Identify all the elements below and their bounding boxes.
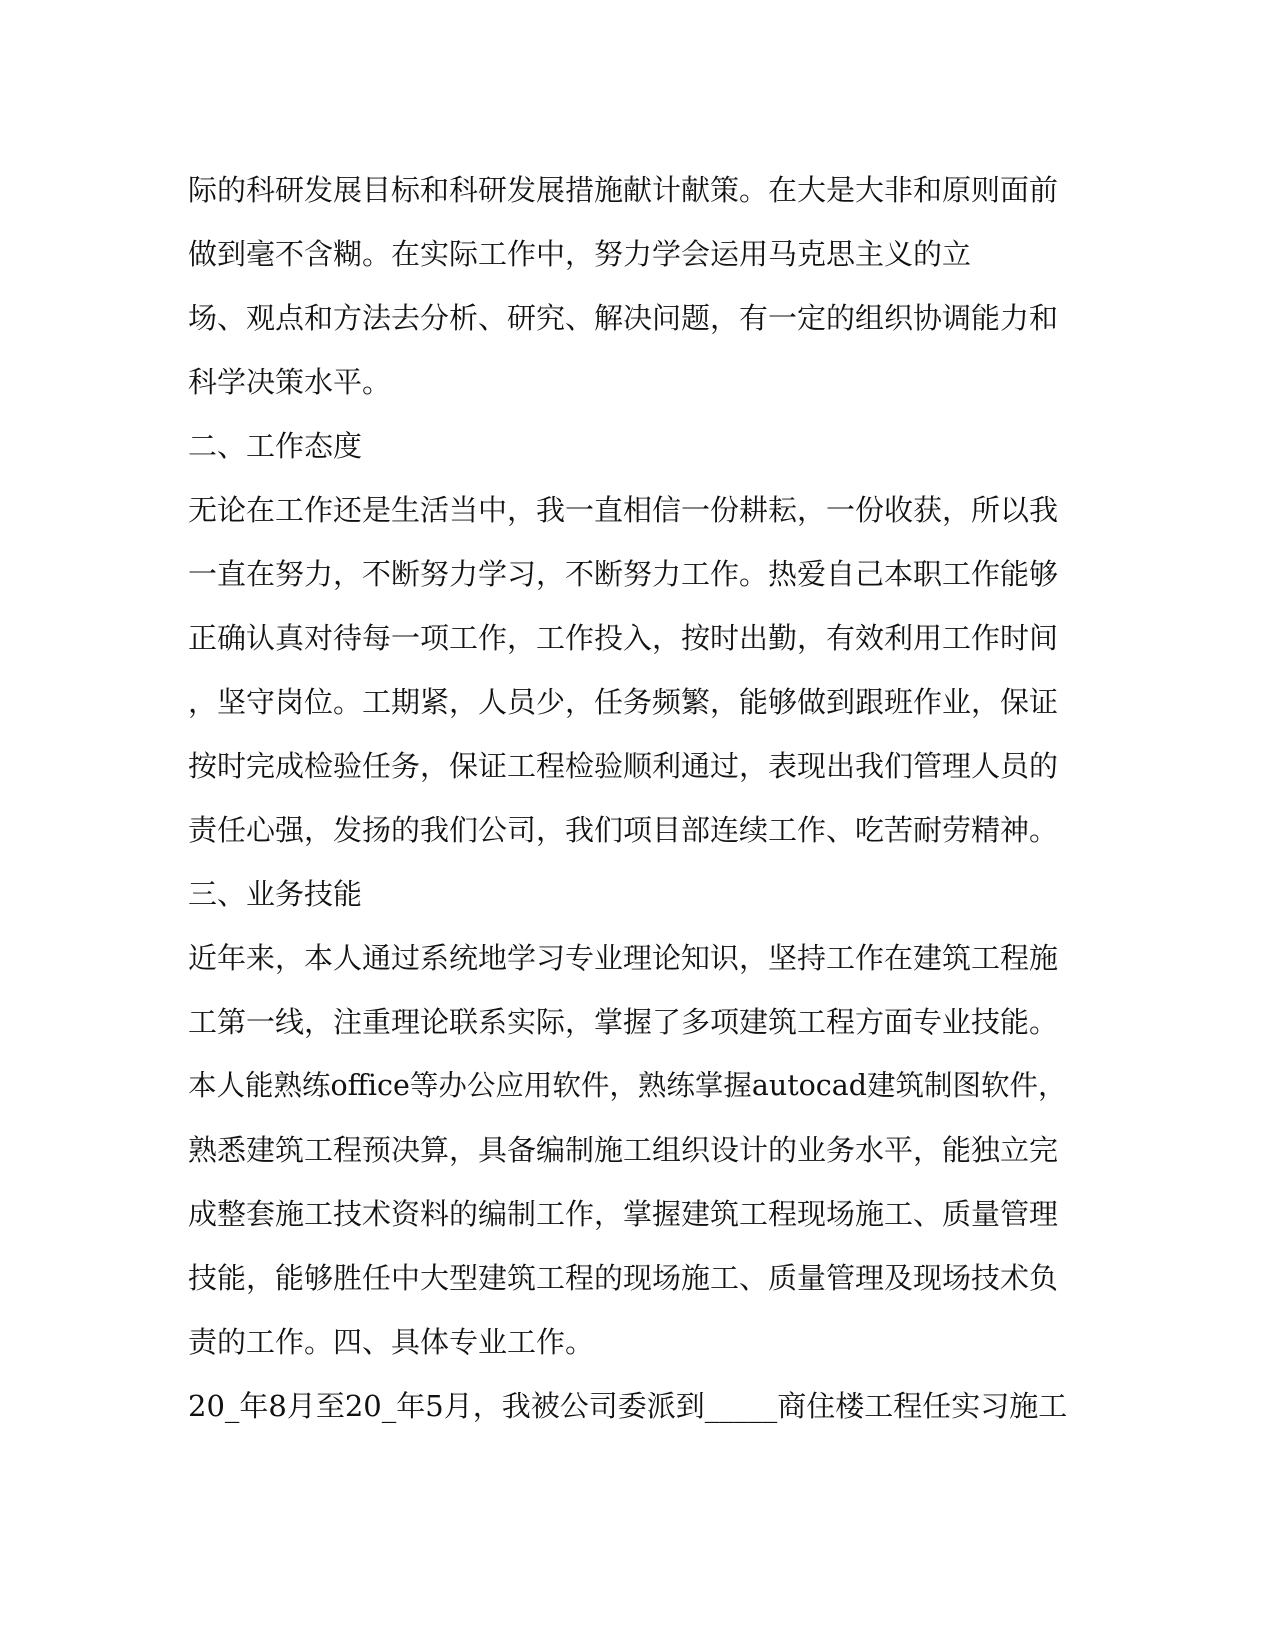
- text-line: ，坚守岗位。工期紧，人员少，任务频繁，能够做到跟班作业，保证: [188, 685, 1059, 719]
- text-line: 做到毫不含糊。在实际工作中，努力学会运用马克思主义的立: [188, 237, 972, 271]
- text-line: 近年来，本人通过系统地学习专业理论知识，坚持工作在建筑工程施: [188, 941, 1059, 975]
- document-body: [188, 158, 1068, 1438]
- text-line: 技能，能够胜任中大型建筑工程的现场施工、质量管理及现场技术负: [188, 1261, 1059, 1295]
- text-line: 责任心强，发扬的我们公司，我们项目部连续工作、吃苦耐劳精神。: [188, 813, 1059, 847]
- text-line: 20_年8月至20_年5月，我被公司委派到_____商住楼工程任实习施工: [188, 1389, 1068, 1423]
- text-line: 无论在工作还是生活当中，我一直相信一份耕耘，一份收获，所以我: [188, 493, 1059, 527]
- text-line: 成整套施工技术资料的编制工作，掌握建筑工程现场施工、质量管理: [188, 1197, 1059, 1231]
- text-line: 按时完成检验任务，保证工程检验顺利通过，表现出我们管理人员的: [188, 749, 1059, 783]
- section-heading: 三、业务技能: [188, 877, 363, 911]
- text-line: 际的科研发展目标和科研发展措施献计献策。在大是大非和原则面前: [188, 173, 1059, 207]
- text-line: 熟悉建筑工程预决算，具备编制施工组织设计的业务水平，能独立完: [188, 1133, 1059, 1167]
- text-line: 责的工作。四、具体专业工作。: [188, 1325, 595, 1359]
- section-heading: 二、工作态度: [188, 429, 363, 463]
- text-line: 正确认真对待每一项工作，工作投入，按时出勤，有效利用工作时间: [188, 621, 1059, 655]
- text-line: 本人能熟练office等办公应用软件，熟练掌握autocad建筑制图软件，: [188, 1069, 1067, 1102]
- text-line: 一直在努力，不断努力学习，不断努力工作。热爱自己本职工作能够: [188, 557, 1059, 591]
- text-line: 工第一线，注重理论联系实际，掌握了多项建筑工程方面专业技能。: [188, 1005, 1059, 1039]
- text-line: 科学决策水平。: [188, 365, 392, 399]
- text-line: 场、观点和方法去分析、研究、解决问题，有一定的组织协调能力和: [188, 301, 1059, 335]
